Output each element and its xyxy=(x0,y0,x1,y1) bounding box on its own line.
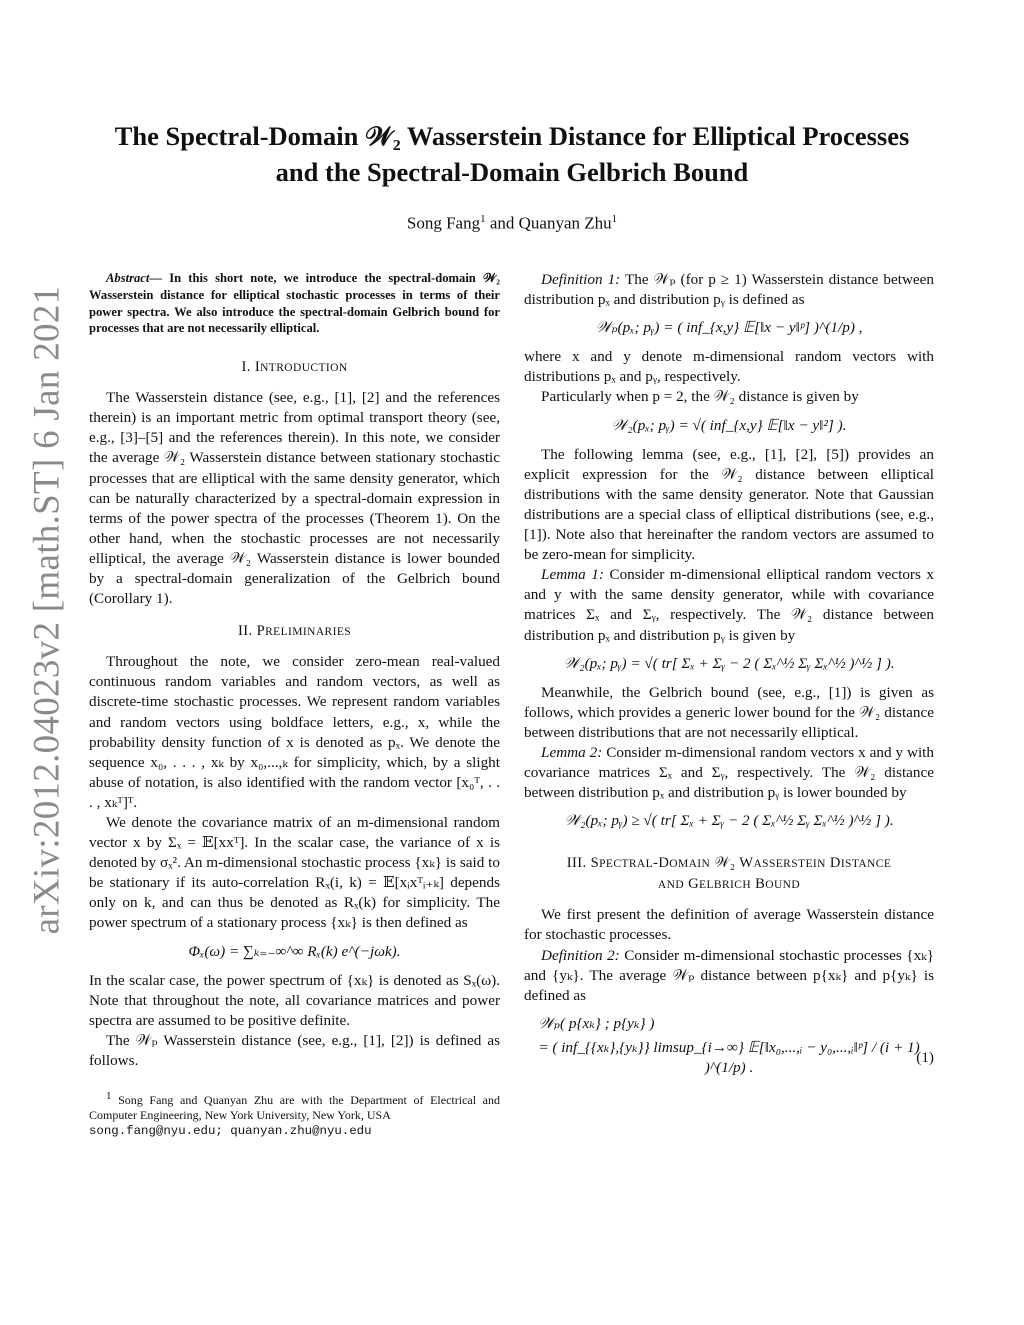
prelim-paragraph-3: In the scalar case, the power spectrum of {xₖ} is denoted as Sₓ(ω). Note that throughout the note, all covariance matrices and power spectra are assumed to be positive definite. xyxy=(89,971,500,1029)
equation-number-1: (1) xyxy=(916,1048,934,1066)
abstract-text: — In this short note, we introduce the spectral-domain 𝒲₂ Wasserstein distance for elliptical stochastic processes in terms of their power spectra. We also introduce the spectral-domain Gelbrich bound for processes that are not necessarily elliptical. xyxy=(89,271,500,336)
equation-lemma-2: 𝒲₂(pₓ; pᵧ) ≥ √( tr[ Σₓ + Σᵧ − 2 ( Σₓ^½ Σᵧ Σₓ^½ )^½ ] ). xyxy=(564,812,894,830)
equation-wp-distance: 𝒲ₚ(pₓ; pᵧ) = ( inf_{x,y} 𝔼[‖x − y‖ᵖ] )^(1/p) , xyxy=(595,319,863,337)
right-paragraph-1: where x and y denote m-dimensional random vectors with distributions pₓ and pᵧ, respectively. xyxy=(524,348,934,386)
abstract-label: Abstract xyxy=(106,271,150,285)
paper-title xyxy=(80,118,944,190)
equation-w2-distance: 𝒲₂(pₓ; pᵧ) = √( inf_{x,y} 𝔼[‖x − y‖²] ). xyxy=(611,416,847,434)
prelim-paragraph-2: We denote the covariance matrix of an m-dimensional random vector x by Σₓ = 𝔼[xxᵀ]. In the scalar case, the variance of x is denoted by σₓ². An m-dimensional stochastic process {xₖ} is said to be stationary if its auto-correlation Rₓ(i, k) = 𝔼[xᵢxᵀᵢ₊ₖ] depends only on k, and can thus be denoted as Rₓ(k) for simplicity. The power spectrum of a stationary process {xₖ} is then defined as xyxy=(89,813,500,932)
footnote-emails: song.fang@nyu.edu; quanyan.zhu@nyu.edu xyxy=(89,1124,372,1139)
prelim-paragraph-4: The 𝒲ₚ Wasserstein distance (see, e.g., [1], [2]) is defined as follows. xyxy=(89,1031,500,1069)
footnote-mark: 1 xyxy=(106,1090,112,1103)
prelim-paragraph-1: Throughout the note, we consider zero-mean real-valued continuous random variables and random vectors, as well as discrete-time stochastic processes. We represent random variables and random vectors using boldface letters, e.g., x, while the probability density function of x is denoted as pₓ. We denote the sequence x₀, . . . , xₖ by x₀,...,ₖ for simplicity, which, by a slight abuse of notation, is also identified with the random vector [x₀ᵀ, . . . , xₖᵀ]ᵀ. xyxy=(89,653,500,811)
equation-lemma-1: 𝒲₂(pₓ; pᵧ) = √( tr[ Σₓ + Σᵧ − 2 ( Σₓ^½ Σᵧ Σₓ^½ )^½ ] ). xyxy=(563,654,895,672)
author-2: Quanyan Zhu xyxy=(518,213,612,233)
right-column xyxy=(524,270,934,1078)
equation-power-spectrum: Φₓ(ω) = ∑ₖ₌₋∞^∞ Rₓ(k) e^(−jωk). xyxy=(188,942,401,960)
section-heading-spectral-domain: III. SPECTRAL-DOMAIN 𝒲₂ WASSERSTEIN DISTANCE AND GELBRICH BOUND xyxy=(566,855,892,893)
left-column xyxy=(89,270,500,1139)
lemma-1 xyxy=(524,565,934,645)
definition-1-text: The 𝒲ₚ (for p ≥ 1) Wasserstein distance between distribution pₓ and distribution pᵧ is defined as xyxy=(524,271,934,309)
section-heading-preliminaries: II. PRELIMINARIES xyxy=(237,623,352,640)
title-line-1: The Spectral-Domain 𝒲₂ Wasserstein Distance for Elliptical Processes xyxy=(114,121,910,151)
definition-2-text: Consider m-dimensional stochastic processes {xₖ} and {yₖ}. The average 𝒲ₚ distance between p{xₖ} and p{yₖ} is defined as xyxy=(524,946,934,1004)
definition-1-label: Definition 1: xyxy=(541,271,621,288)
lemma-2 xyxy=(524,743,934,803)
intro-paragraph: The Wasserstein distance (see, e.g., [1], [2] and the references therein) is an important metric from optimal transport theory (see, e.g., [3]–[5] and the references therein). In this note, we consider the average 𝒲₂ Wasserstein distance between stationary stochastic processes that are elliptical with the same density generator, which can be naturally characterized by a spectral-domain expression in terms of the power spectra of the processes (Theorem 1). On the other hand, when the stochastic processes are not necessarily elliptical, the average 𝒲₂ Wasserstein distance is lower bounded by a spectral-domain generalization of the Gelbrich bound (Corollary 1). xyxy=(89,389,500,608)
abstract xyxy=(89,270,500,337)
equation-average-wp-rhs: = ( inf_{{xₖ},{yₖ}} limsup_{i→∞} 𝔼[‖x₀,...,ᵢ − y₀,...,ᵢ‖ᵖ] / (i + 1) )^(1/p) . (1) xyxy=(538,1038,934,1076)
section-heading-introduction: I. INTRODUCTION xyxy=(241,359,348,376)
definition-1 xyxy=(524,270,934,310)
right-paragraph-2: Particularly when p = 2, the 𝒲₂ distance is given by xyxy=(541,388,859,406)
author-list xyxy=(80,213,944,234)
equation-average-wp-lhs: 𝒲ₚ( p{xₖ} ; p{yₖ} ) xyxy=(538,1014,655,1032)
definition-2 xyxy=(524,946,934,1006)
right-paragraph-4: Meanwhile, the Gelbrich bound (see, e.g., [1]) is given as follows, which provides a generic lower bound for the 𝒲₂ distance between distributions that are not necessarily elliptical. xyxy=(524,683,934,741)
definition-2-label: Definition 2: xyxy=(541,946,620,964)
right-paragraph-3: The following lemma (see, e.g., [1], [2], [5]) provides an explicit expression for the 𝒲₂ distance between elliptical distributions with the same density generator. Note that Gaussian distributions are a special class of elliptical distributions (see, e.g., [1]). Note also that hereinafter the random vectors are assumed to be zero-mean for simplicity. xyxy=(524,445,934,564)
affiliation-mark-1: 1 xyxy=(480,213,486,225)
arxiv-watermark: arXiv:2012.04023v2 [math.ST] 6 Jan 2021 xyxy=(26,285,68,935)
footnote-text: Song Fang and Quanyan Zhu are with the Department of Electrical and Computer Engineering, New York University, New York, USA xyxy=(89,1093,500,1123)
lemma-1-text: Consider m-dimensional elliptical random vectors x and y with the same density generator, while with covariance matrices Σₓ and Σᵧ, respectively. The 𝒲₂ distance between distribution pₓ and distribution pᵧ is given by xyxy=(524,566,934,644)
right-paragraph-5: We first present the definition of average Wasserstein distance for stochastic processes. xyxy=(524,906,934,944)
author-1: Song Fang xyxy=(406,213,481,233)
affiliation-mark-2: 1 xyxy=(611,213,618,225)
author-separator: and xyxy=(485,213,519,233)
lemma-1-label: Lemma 1: xyxy=(541,566,604,584)
title-line-2: and the Spectral-Domain Gelbrich Bound xyxy=(275,157,749,187)
lemma-2-text: Consider m-dimensional random vectors x and y with covariance matrices Σₓ and Σᵧ, respectively. The 𝒲₂ distance between distribution pₓ and distribution pᵧ is lower bounded by xyxy=(524,743,934,802)
lemma-2-label: Lemma 2: xyxy=(541,743,603,761)
footnote xyxy=(89,1089,500,1139)
